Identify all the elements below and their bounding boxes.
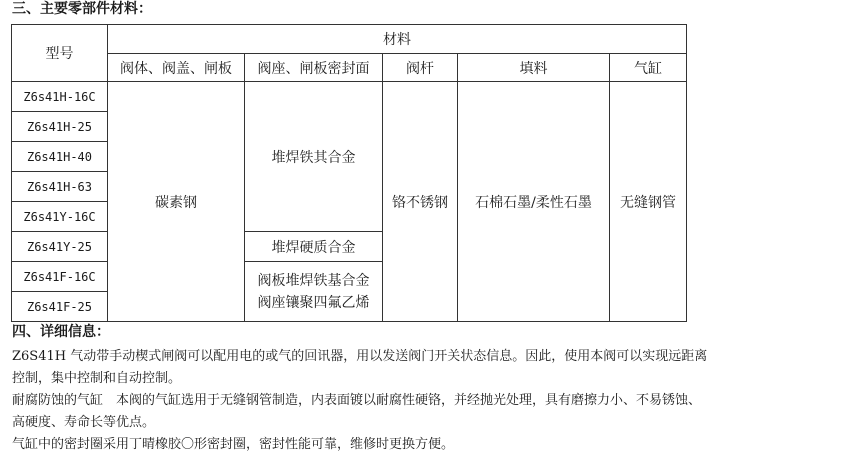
paragraph-3: 气缸中的密封圈采用丁晴橡胶〇形密封圈，密封性能可靠，维修时更换方便。: [12, 437, 455, 452]
section-4-heading: 四、详细信息：: [12, 324, 110, 340]
column-header-body: 阀体、阀盖、闸板: [108, 54, 245, 82]
column-header-seat: 阀座、闸板密封面: [245, 54, 383, 82]
model-cell: Z6s41H-16C: [12, 82, 108, 112]
stem-material-cell: 铬不锈钢: [383, 82, 458, 322]
seat-material-f-line-2: 阀座镶聚四氟乙烯: [257, 294, 370, 311]
column-header-cylinder: 气缸: [610, 54, 687, 82]
section-3-heading: 三、主要零部件材料：: [12, 1, 152, 17]
materials-table: [11, 24, 687, 322]
model-cell: Z6s41F-25: [12, 292, 108, 322]
column-header-packing: 填料: [458, 54, 610, 82]
model-cell: Z6s41Y-25: [12, 232, 108, 262]
seat-material-h-cell: 堆焊铁其合金: [245, 82, 383, 232]
model-header: 型号: [12, 25, 108, 82]
model-cell: Z6s41F-16C: [12, 262, 108, 292]
column-header-stem: 阀杆: [383, 54, 458, 82]
seat-material-f-line-1: 阀板堆焊铁基合金: [257, 272, 370, 289]
model-cell: Z6s41H-63: [12, 172, 108, 202]
table-subheader-row: [12, 54, 687, 82]
paragraph-1-line-2: 控制，集中控制和自动控制。: [12, 371, 182, 386]
cylinder-material-cell: 无缝钢管: [610, 82, 687, 322]
seat-material-y-cell: 堆焊硬质合金: [245, 232, 383, 262]
table-header-row: [12, 25, 687, 54]
model-cell: Z6s41H-25: [12, 112, 108, 142]
body-material-cell: 碳素钢: [108, 82, 245, 322]
paragraph-1-line-1: Z6S41H 气动带手动楔式闸阀可以配用电的或气的回讯器，用以发送阀门开关状态信息。因此，使用本阀可以实现远距离: [12, 349, 708, 364]
paragraph-2-line-1: 耐腐防蚀的气缸 本阀的气缸选用于无缝钢管制造，内表面镀以耐腐性硬铬，并经抛光处理，具有磨擦力小、不易锈蚀、: [12, 393, 702, 408]
model-cell: Z6s41H-40: [12, 142, 108, 172]
table-row: [12, 82, 687, 112]
materials-header: 材料: [108, 25, 687, 54]
packing-material-cell: 石棉石墨/柔性石墨: [458, 82, 610, 322]
model-cell: Z6s41Y-16C: [12, 202, 108, 232]
paragraph-2-line-2: 高硬度、寿命长等优点。: [12, 415, 156, 430]
seat-material-f-cell: [245, 262, 383, 322]
